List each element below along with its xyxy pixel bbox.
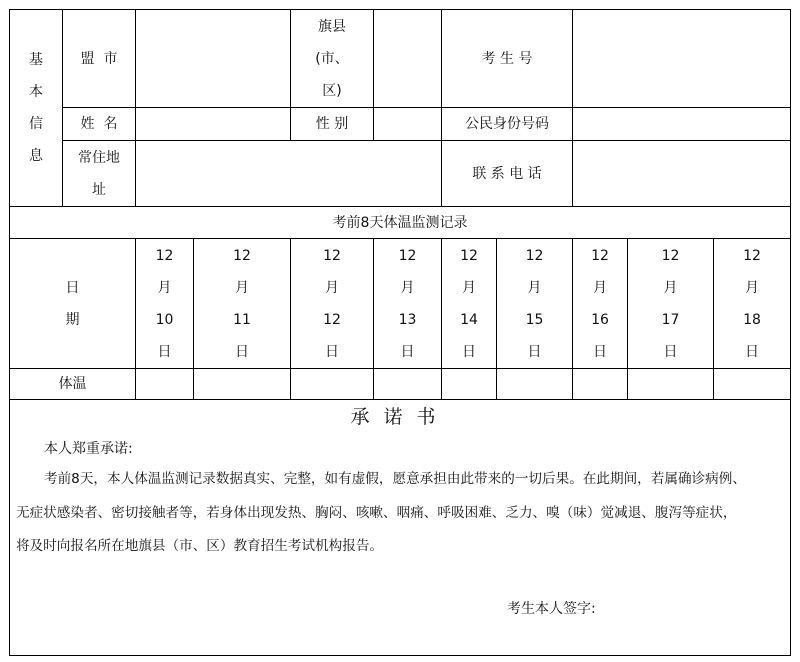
- phone-label: 联 系 电 话: [472, 165, 542, 182]
- date-cell-5: 12 月 14 日: [460, 247, 478, 360]
- id-number-label: 公民身份号码: [465, 116, 549, 132]
- pledge-line-3: 将及时向报名所在地旗县（市、区）教育招生考试机构报告。: [16, 538, 384, 554]
- temperature-field-1[interactable]: [136, 369, 193, 399]
- date-cell-8: 12 月 17 日: [661, 247, 680, 360]
- address-label: 常住地 址: [78, 149, 120, 198]
- pledge-line-2: 无症状感染者、密切接触者等，若身体出现发热、胸闷、咳嗽、咽痛、呼吸困难、乏力、嗅（味）觉减退、腹泻等症状，: [16, 505, 737, 521]
- temperature-field-9[interactable]: [714, 369, 790, 399]
- border-right: [790, 9, 791, 656]
- temperature-field-5[interactable]: [442, 369, 496, 399]
- temperature-label: 体温: [58, 376, 87, 392]
- signature-label: 考生本人签字:: [507, 601, 596, 617]
- date-cell-3: 12 月 12 日: [323, 247, 341, 360]
- pledge-title: 承诺书: [350, 406, 450, 428]
- date-cell-2: 12 月 11 日: [233, 247, 251, 360]
- basic-info-section-label: 基本信息: [29, 52, 43, 164]
- county-label: 旗县 (市、 区): [315, 18, 349, 99]
- league-city-field[interactable]: [136, 10, 290, 107]
- name-label: 姓 名: [80, 116, 118, 132]
- name-field[interactable]: [136, 108, 290, 140]
- date-cell-6: 12 月 15 日: [525, 247, 544, 360]
- gender-field[interactable]: [374, 108, 441, 140]
- signature-field[interactable]: [600, 592, 770, 624]
- date-cell-7: 12 月 16 日: [591, 247, 609, 360]
- temperature-field-6[interactable]: [497, 369, 572, 399]
- temperature-section-title: 考前8天体温监测记录: [332, 214, 468, 231]
- temperature-field-8[interactable]: [628, 369, 713, 399]
- gender-label: 性 别: [315, 116, 349, 132]
- date-cell-1: 12 月 10 日: [155, 247, 174, 360]
- exam-number-field[interactable]: [573, 10, 790, 107]
- address-field[interactable]: [136, 141, 441, 206]
- date-label: 日 期: [65, 279, 80, 328]
- county-field[interactable]: [374, 10, 441, 107]
- date-cell-4: 12 月 13 日: [398, 247, 417, 360]
- temperature-field-3[interactable]: [291, 369, 373, 399]
- temperature-field-2[interactable]: [194, 369, 290, 399]
- exam-number-label: 考 生 号: [481, 50, 533, 67]
- temperature-field-7[interactable]: [573, 369, 627, 399]
- row-line-6: [9, 399, 791, 400]
- phone-field[interactable]: [573, 141, 790, 206]
- league-city-label: 盟 市: [80, 50, 118, 67]
- date-cell-9: 12 月 18 日: [743, 247, 761, 360]
- temperature-field-4[interactable]: [374, 369, 441, 399]
- pledge-line-1: 考前8天，本人体温监测记录数据真实、完整，如有虚假，愿意承担由此带来的一切后果。在此期间，若属确诊病例、: [44, 471, 746, 487]
- id-number-field[interactable]: [573, 108, 790, 140]
- pledge-intro: 本人郑重承诺:: [44, 441, 133, 457]
- border-bottom: [9, 655, 791, 656]
